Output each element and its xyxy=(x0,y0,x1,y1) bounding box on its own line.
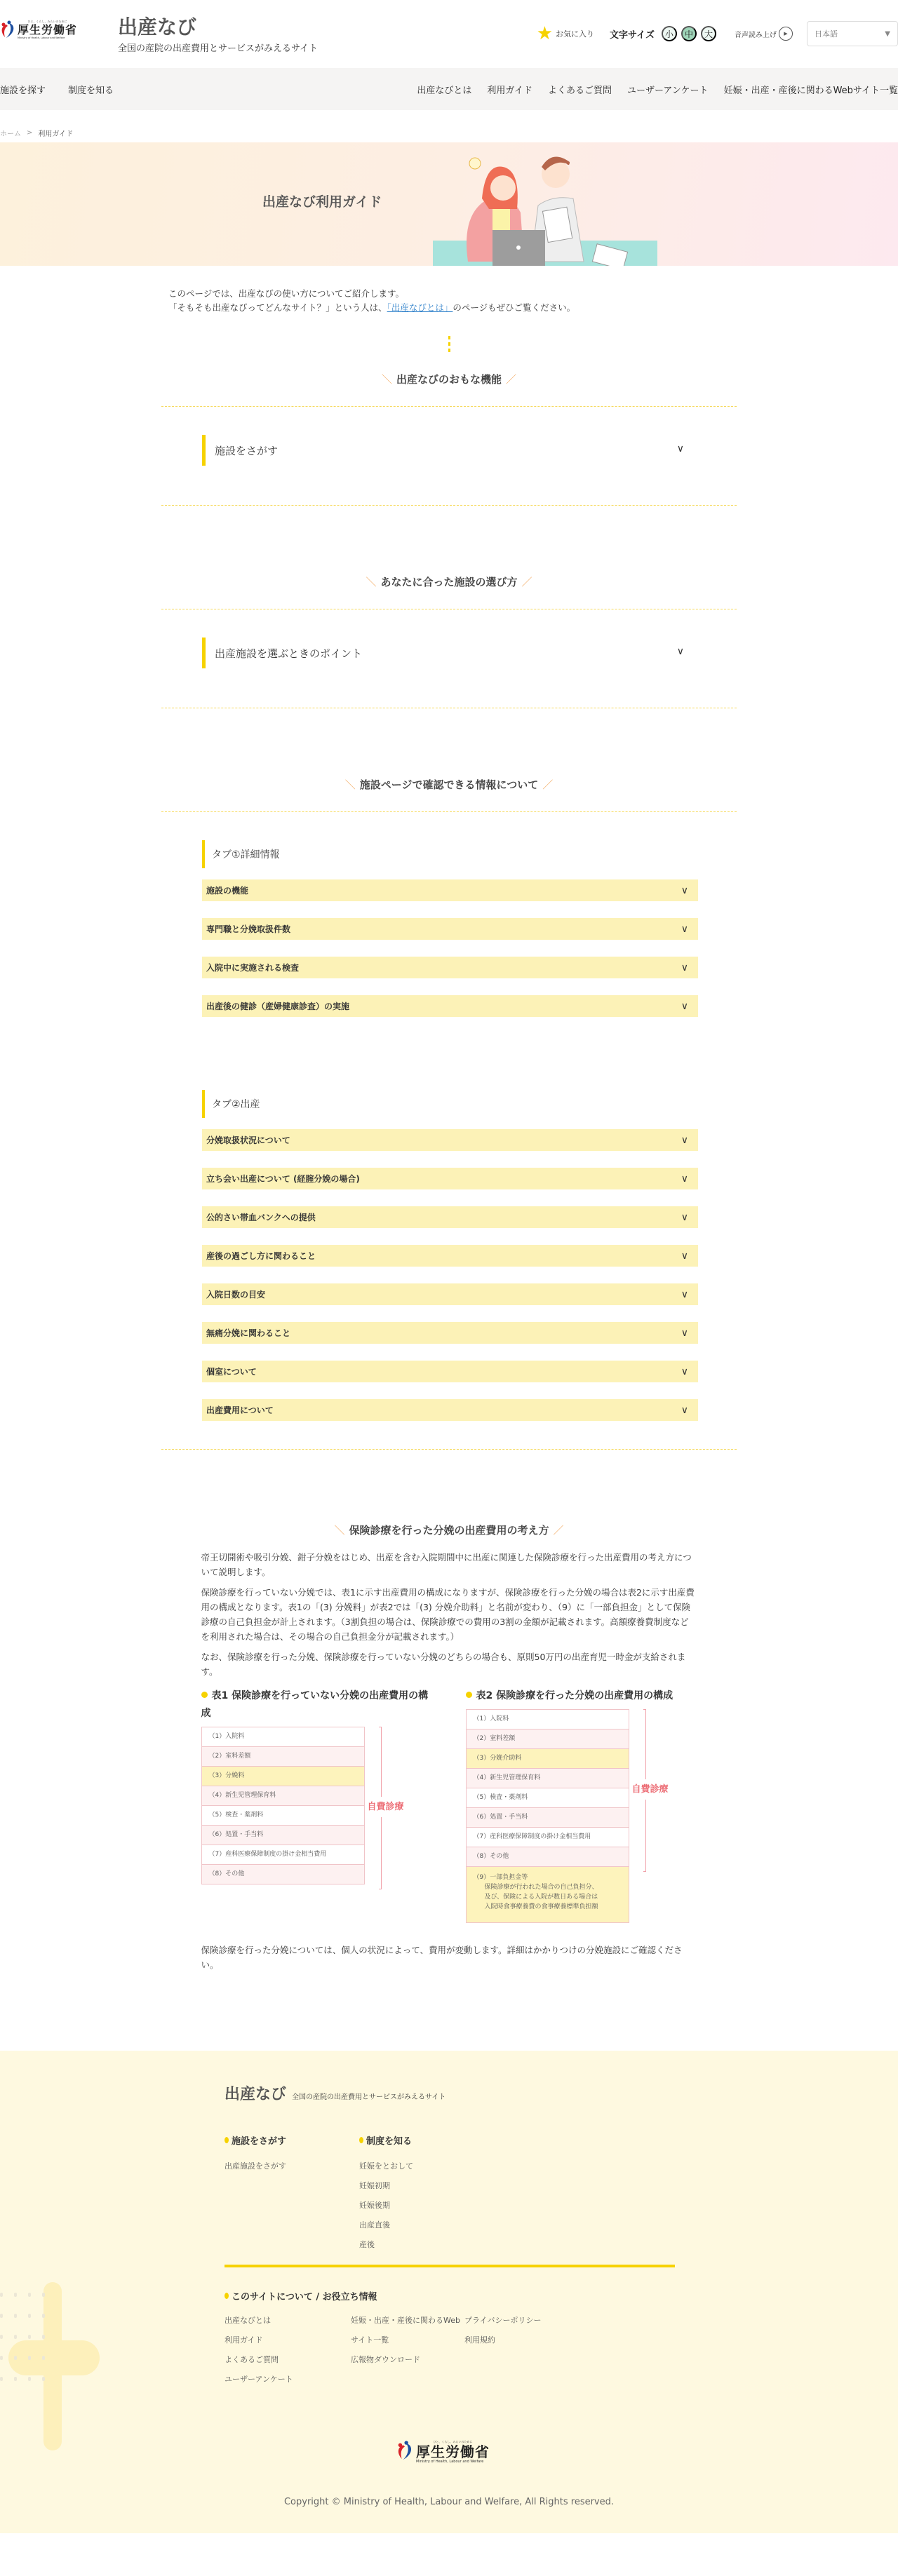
accordion-private-room[interactable] xyxy=(202,1361,698,1382)
accordion-delivery-cost[interactable] xyxy=(202,1399,698,1421)
ministry-name: 厚生労働省 xyxy=(18,23,78,36)
accordion-label: 出産施設を選ぶときのポイント xyxy=(215,647,363,660)
font-size-large-button[interactable]: 大 xyxy=(701,26,716,41)
voice-readout-button[interactable] xyxy=(735,27,793,41)
footer-link[interactable]: 利用ガイド xyxy=(224,2335,263,2345)
table-row: （1）入院料 xyxy=(202,1727,364,1747)
self-pay-label: 自費診療 xyxy=(629,1779,671,1800)
intro-text xyxy=(161,266,737,315)
chevron-down-icon: ∨ xyxy=(681,1250,688,1262)
heading-text: あなたに合った施設の選び方 xyxy=(380,576,518,588)
paragraph: 保険診療を行っていない分娩では、表1に示す出産費用の構成になりますが、保険診療を行った分娩の場合は表2に示す出産費用の構成となります。表1の「(3) 分娩料」が表2では「(3) 分娩介助料」と名前が変わり、（9）に「一部負担金」として保険診療の自己負担金が計上されます。（3割負担の場合は、保険診療での費用の3割の金額が記載されます。高額療養費制度などを利用された場合は、その場合の自己負担金分が記載されます。） xyxy=(201,1587,695,1642)
site-footer xyxy=(0,2051,898,2533)
footer-link[interactable]: 産後 xyxy=(359,2240,375,2249)
table2 xyxy=(466,1687,697,1923)
ministry-english-name: Ministry of Health, Labour and Welfare xyxy=(18,36,65,39)
footer-link[interactable]: 妊娠初期 xyxy=(359,2181,390,2190)
accordion-selection-points[interactable] xyxy=(161,609,737,708)
nav-related-sites[interactable]: 妊娠・出産・産後に関わるWebサイト一覧 xyxy=(723,85,898,96)
tab1-heading xyxy=(202,840,737,868)
accent-bar xyxy=(202,435,206,466)
page-title: 出産なび利用ガイド xyxy=(262,194,382,210)
table1 xyxy=(201,1687,433,1923)
accent-bar xyxy=(202,638,206,668)
accordion-label: 出産後の健診（産婦健康診査）の実施 xyxy=(206,1002,350,1011)
table-title-text: 表1 保険診療を行っていない分娩の出産費用の構成 xyxy=(201,1690,429,1719)
accordion-label: 個室について xyxy=(206,1367,257,1377)
table-row: （5）検査・薬剤料 xyxy=(202,1806,364,1826)
global-nav xyxy=(0,68,898,110)
table-title-text: 表2 保険診療を行った分娩の出産費用の構成 xyxy=(476,1690,674,1701)
table-row: （2）室料差額 xyxy=(467,1729,629,1749)
chevron-down-icon: ∨ xyxy=(676,646,684,657)
language-select[interactable] xyxy=(807,21,898,46)
chevron-down-icon: ∨ xyxy=(681,923,688,935)
table-row: （2）室料差額 xyxy=(202,1747,364,1767)
table2-title xyxy=(466,1687,697,1705)
accent-bar xyxy=(202,840,205,868)
ministry-logo[interactable] xyxy=(0,20,77,39)
table-row: （4）新生児管理保育料 xyxy=(467,1769,629,1788)
footer-link[interactable]: 妊娠をとおして xyxy=(359,2162,413,2171)
cost-tables xyxy=(201,1687,697,1923)
heading-text: 施設ページで確認できる情報について xyxy=(359,778,539,791)
breadcrumb-home[interactable]: ホーム xyxy=(0,130,21,138)
site-logo[interactable] xyxy=(118,15,318,54)
accordion-label: 出産費用について xyxy=(206,1405,274,1415)
ministry-tagline: ひと、くらし、みらいのために xyxy=(27,20,67,23)
heading-text: このサイトについて / お役立ち情報 xyxy=(232,2292,377,2302)
nav-find-facility[interactable]: 施設を探す xyxy=(0,85,46,96)
footer-link[interactable]: 出産直後 xyxy=(359,2220,390,2230)
ministry-tagline: ひと、くらし、みらいのために xyxy=(433,2440,473,2443)
copyright: Copyright © Ministry of Health, Labour and Welfare, All Rights reserved. xyxy=(283,2497,615,2507)
nav-faq[interactable]: よくあるご質問 xyxy=(547,85,612,96)
table-row: （3）分娩料 xyxy=(202,1767,364,1786)
chevron-down-icon: ∨ xyxy=(681,1288,688,1300)
tab2-heading xyxy=(202,1090,737,1118)
accordion-label: 立ち会い出産について (経腟分娩の場合) xyxy=(206,1174,360,1184)
table-row: （5）検査・薬剤料 xyxy=(467,1788,629,1808)
font-size-label: 文字サイズ xyxy=(610,29,655,41)
accordion-label: 入院日数の目安 xyxy=(206,1290,266,1300)
table-row: （6）処置・手当料 xyxy=(467,1808,629,1828)
ministry-name: 厚生労働省 xyxy=(416,2443,490,2460)
accordion-delivery-status[interactable] xyxy=(202,1129,698,1151)
accordion-label: 入院中に実施される検査 xyxy=(206,963,300,973)
dashed-divider xyxy=(161,1449,737,1450)
utility-bar xyxy=(537,21,898,46)
nav-survey[interactable]: ユーザーアンケート xyxy=(626,85,709,96)
chevron-down-icon: ∨ xyxy=(676,443,684,454)
table-row: （3）分娩介助料 xyxy=(467,1749,629,1769)
language-value: 日本語 xyxy=(815,29,838,39)
accordion-label: 無痛分娩に関わること xyxy=(206,1328,291,1338)
tab2-title: タブ②出産 xyxy=(212,1099,260,1110)
accordion-label: 産後の過ごし方に関わること xyxy=(206,1251,316,1261)
table-row: （7）産科医療保障制度の掛け金相当費用 xyxy=(202,1845,364,1865)
breadcrumb-separator: > xyxy=(27,128,33,137)
insurance-cost-body xyxy=(201,1550,697,1972)
footer-site-title xyxy=(224,2082,445,2104)
tab1-title: タブ①詳細情報 xyxy=(212,849,280,861)
accordion-staff-deliveries[interactable] xyxy=(202,918,698,940)
hero-illustration xyxy=(433,142,657,266)
footer-link[interactable]: 出産施設をさがす xyxy=(224,2162,286,2171)
nav-learn-system[interactable]: 制度を知る xyxy=(68,85,114,96)
table-row: （1）入院料 xyxy=(467,1710,629,1729)
favorites-link[interactable] xyxy=(537,25,594,43)
footer-about-heading xyxy=(224,2289,681,2302)
footer-divider xyxy=(224,2265,675,2267)
table-row: （6）処置・手当料 xyxy=(202,1826,364,1845)
heading-text: 制度を知る xyxy=(366,2136,413,2147)
font-size-medium-button[interactable]: 中 xyxy=(681,26,697,41)
copay-detail: 及び、保険による入院が数日ある場合は xyxy=(484,1894,598,1901)
chevron-down-icon: ∨ xyxy=(681,884,688,896)
intro-line-2 xyxy=(168,301,737,315)
table1-title xyxy=(201,1687,433,1722)
chevron-down-icon: ∨ xyxy=(681,1173,688,1185)
dropdown-caret-icon: ▼ xyxy=(885,29,890,38)
footer-link[interactable]: 妊娠後期 xyxy=(359,2201,390,2210)
dotted-divider xyxy=(161,336,737,352)
footer-site-tagline: 全国の産院の出産費用とサービスがみえるサイト xyxy=(292,2093,446,2101)
intro-line-2-suffix: のページもぜひご覧ください。 xyxy=(453,302,576,313)
about-link[interactable]: 「出産なびとは」 xyxy=(387,302,453,313)
dashed-divider xyxy=(161,505,737,506)
accordion-find-facility[interactable] xyxy=(161,407,737,505)
heading-text: 施設をさがす xyxy=(232,2136,287,2147)
accordion-facility-function[interactable] xyxy=(202,879,698,901)
star-icon: ★ xyxy=(536,23,554,44)
chevron-down-icon: ∨ xyxy=(681,1134,688,1146)
chevron-down-icon: ∨ xyxy=(681,1000,688,1012)
section-heading-choose: ＼ あなたに合った施設の選び方 ／ xyxy=(366,576,532,588)
footer-col-system xyxy=(359,2133,413,2255)
copay-detail: 入院時食事療養費の食事療養標準負担額 xyxy=(484,1903,598,1910)
self-pay-bracket xyxy=(629,1709,692,1923)
heading-text: 保険診療を行った分娩の出産費用の考え方 xyxy=(349,1524,549,1537)
intro-line-2-prefix: 「そもそも出産なびってどんなサイト？」という人は、 xyxy=(168,302,387,313)
voice-readout-label: 音声読み上げ xyxy=(735,31,777,39)
breadcrumb-current: 利用ガイド xyxy=(38,130,74,138)
accordion-stay-length[interactable] xyxy=(202,1283,698,1305)
accordion-inpatient-tests[interactable] xyxy=(202,957,698,978)
ministry-english-name: Ministry of Health, Labour and Welfare xyxy=(416,2460,484,2464)
chevron-down-icon: ∨ xyxy=(681,1327,688,1339)
nav-guide[interactable]: 利用ガイド xyxy=(487,85,532,96)
decorative-dots xyxy=(0,2293,45,2381)
font-size-small-button[interactable]: 小 xyxy=(662,26,677,41)
section-heading-insurance-cost: ＼ 保険診療を行った分娩の出産費用の考え方 ／ xyxy=(334,1524,564,1537)
footer-col-heading xyxy=(224,2133,286,2147)
accordion-attended-birth[interactable] xyxy=(202,1168,698,1189)
site-name: 出産なび xyxy=(118,15,197,39)
nav-about[interactable]: 出産なびとは xyxy=(417,85,472,96)
table-row: （7）産科医療保障制度の掛け金相当費用 xyxy=(467,1828,629,1847)
accordion-postpartum-stay[interactable] xyxy=(202,1245,698,1267)
accordion-label: 公的さい帯血バンクへの提供 xyxy=(206,1213,316,1222)
accordion-label: 分娩取扱状況について xyxy=(206,1135,290,1145)
font-size-switcher xyxy=(610,26,716,41)
breadcrumb xyxy=(0,110,898,142)
favorites-label: お気に入り xyxy=(556,29,595,39)
footer-col-heading xyxy=(359,2133,413,2147)
footer-site-name[interactable]: 出産なび xyxy=(224,2086,287,2103)
accordion-postpartum-checkup[interactable] xyxy=(202,995,698,1017)
section-heading-main-features: ＼ 出産なびのおもな機能 ／ xyxy=(381,373,517,386)
table-row: （8）その他 xyxy=(202,1865,364,1884)
hero-banner xyxy=(0,142,898,266)
footer-col-find xyxy=(224,2133,286,2176)
table-row-copay xyxy=(467,1867,629,1923)
copay-detail: 保険診療が行われた場合の自己負担分、 xyxy=(484,1884,598,1891)
accordion-label: 施設をさがす xyxy=(215,445,279,457)
chevron-down-icon: ∨ xyxy=(681,962,688,973)
accordion-epidural[interactable] xyxy=(202,1322,698,1344)
heading-text: 出産なびのおもな機能 xyxy=(396,373,502,386)
paragraph: なお、保険診療を行った分娩、保険診療を行っていない分娩のどちらの場合も、原則50万円の出産育児一時金が支給されます。 xyxy=(201,1652,686,1677)
footer-link[interactable]: よくあるご質問 xyxy=(224,2355,279,2364)
footer-link[interactable]: 出産なびとは xyxy=(224,2316,271,2325)
site-tagline: 全国の産院の出産費用とサービスがみえるサイト xyxy=(118,43,319,54)
accordion-label: 専門職と分娩取扱件数 xyxy=(206,924,291,934)
site-header xyxy=(0,0,898,68)
footer-link[interactable]: 利用規約 xyxy=(464,2335,495,2345)
play-icon: ▶ xyxy=(779,27,793,41)
ministry-emblem-icon xyxy=(396,2440,413,2464)
paragraph: 帝王切開術や吸引分娩、鉗子分娩をはじめ、出産を含む入院期間中に出産に関連した保険診療を行った出産費用の考え方について説明します。 xyxy=(201,1552,692,1577)
footer-link[interactable]: 広報物ダウンロード xyxy=(351,2355,420,2364)
intro-line-1: このページでは、出産なびの使い方についてご紹介します。 xyxy=(168,288,405,299)
chevron-down-icon: ∨ xyxy=(681,1211,688,1223)
footer-link[interactable]: プライバシーポリシー xyxy=(464,2316,542,2325)
footer-about xyxy=(224,2289,681,2389)
closing-paragraph: 保険診療を行った分娩については、個人の状況によって、費用が変動します。詳細はかかりつけの分娩施設にご確認ください。 xyxy=(201,1945,683,1970)
copay-title: （9）一部負担金等 xyxy=(473,1874,528,1881)
chevron-down-icon: ∨ xyxy=(681,1365,688,1377)
ministry-emblem-icon xyxy=(0,20,15,39)
accent-bar xyxy=(202,1090,205,1118)
self-pay-label: 自費診療 xyxy=(365,1797,407,1817)
chevron-down-icon: ∨ xyxy=(681,1404,688,1416)
self-pay-bracket xyxy=(365,1727,428,1884)
footer-ministry-logo[interactable] xyxy=(396,2440,490,2464)
table-row: （4）新生児管理保育料 xyxy=(202,1786,364,1806)
table-row: （8）その他 xyxy=(467,1847,629,1867)
footer-link[interactable]: 妊娠・出産・産後に関わるWebサイト一覧 xyxy=(351,2316,460,2345)
section-heading-facility-info: ＼ 施設ページで確認できる情報について ／ xyxy=(344,778,554,791)
accordion-label: 施設の機能 xyxy=(206,886,249,896)
accordion-cord-blood-bank[interactable] xyxy=(202,1206,698,1228)
footer-link[interactable]: ユーザーアンケート xyxy=(224,2375,293,2384)
main-content xyxy=(161,266,737,1972)
